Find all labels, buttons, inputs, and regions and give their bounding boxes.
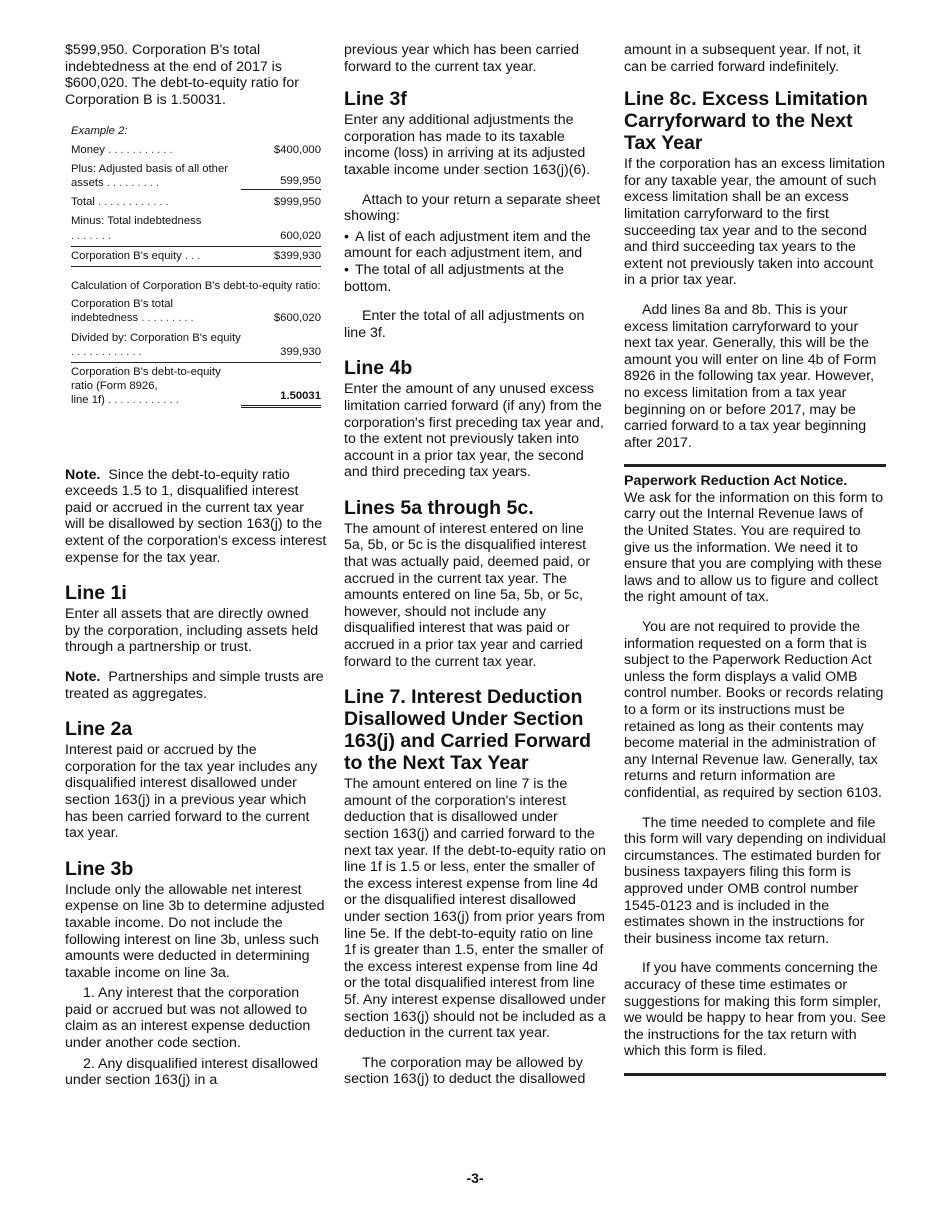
table-value: 600,020 [280, 229, 321, 242]
line-2a-text: Interest paid or accrued by the corporation for the tax year includes any disqualified interest disallowed under section 163(j) in a previous year which has been carried forward to the current tax year. [65, 742, 318, 842]
table-value: 599,950 [241, 174, 321, 190]
heading-line-8c: Line 8c. Excess Limitation Carryforward to the Next Tax Year [624, 88, 868, 155]
col3-continuation: amount in a subsequent year. If not, it can be carried forward indefinitely. [624, 42, 861, 75]
table-value: 399,930 [280, 345, 321, 358]
table-row: Minus: Total indebtedness ....... 600,020 [71, 212, 321, 246]
calc-intro: Calculation of Corporation B's debt-to-equity ratio: [71, 280, 321, 292]
note-partnerships: Note. Partnerships and simple trusts are treated as aggregates. [65, 668, 324, 702]
column-1 [65, 42, 327, 1102]
table-row: Corporation B's equity ... $399,930 [71, 247, 321, 267]
paperwork-reduction-notice [624, 464, 886, 1060]
table-value: $400,000 [273, 143, 321, 156]
heading-line-3b: Line 3b [65, 857, 134, 880]
final-ratio-value: 1.50031 [241, 389, 321, 407]
pra-text-4: If you have comments concerning the accuracy of these time estimates or suggestions for making this form simpler, we would be happy to hear from you. See the instructions for the tax return with which this form is filed. [624, 960, 886, 1060]
line-3f-text: Enter any additional adjustments the corporation has made to its taxable income (loss) in arriving at its adjusted taxable income under section 163(j)(6). [344, 112, 591, 178]
example-2-table [71, 124, 321, 410]
page-number: -3- [466, 1170, 484, 1186]
heading-line-2a: Line 2a [65, 718, 133, 741]
line-8c-text-2: Add lines 8a and 8b. This is your excess limitation carryforward to your next tax year. Generally, this will be the amount you will enter on line 4b of Form 8926 in the following tax year. However, no excess limitation from a tax year beginning on or before 2017, may be carried forward to a tax year beginning after 2017. [624, 301, 877, 451]
col2-continuation: previous year which has been carried forward to the current tax year. [344, 42, 580, 75]
line-4b-text: Enter the amount of any unused excess limitation carried forward (if any) from the corporation's first preceding tax year and, to the extent not previously taken into account in a prior tax year, the second and third preceding tax years. [344, 381, 604, 481]
heading-line-4b: Line 4b [344, 357, 413, 380]
line-3b-item-1: 1. Any interest that the corporation paid or accrued but was not allowed to claim as an interest expense deduction under another code section. [65, 985, 311, 1052]
pra-text: We ask for the information on this form to carry out the Internal Revenue laws of the United States. You are required to give us the information. We need it to ensure that you are complying with these laws and to allow us to figure and collect the right amount of tax. [624, 489, 884, 606]
col1-intro: $599,950. Corporation B's total indebtedness at the end of 2017 is $600,020. The debt-to-equity ratio for Corporation B is 1.50031. [65, 42, 299, 108]
table-row: Total ............ $999,950 [71, 196, 321, 209]
pra-text-2: You are not required to provide the information requested on a form that is subject to the Paperwork Reduction Act unless the form displays a valid OMB control number. Books or records relating to a form or its instructions must be retained as long as their contents may become material in the administration of any Internal Revenue law. Generally, tax returns and return information are confidential, as required by section 6103. [624, 619, 884, 801]
adjustment-list [344, 229, 606, 295]
table-row: Corporation B's total indebtedness ......... $600,020 [71, 298, 321, 325]
example-title: Example 2: [71, 125, 128, 138]
table-row: Corporation B's debt-to-equity ratio (Form 8926, line 1f) ............ 1.50031 [71, 366, 321, 407]
line-5-text: The amount of interest entered on line 5a, 5b, or 5c is the disqualified interest that was actually paid, deemed paid, or accrued in the current tax year. The amounts entered on line 5a, 5b, or 5c, however, should not include any disqualified interest that was paid or accrued in a prior tax year and carried forward to the current tax year. [344, 520, 591, 670]
pra-heading: Paperwork Reduction Act Notice. [624, 473, 848, 490]
line-7-text-2: The corporation may be allowed by section 163(j) to deduct the disallowed [344, 1054, 586, 1088]
enter-total-text: Enter the total of all adjustments on line 3f. [344, 308, 585, 341]
table-row: Plus: Adjusted basis of all other assets ......... 599,950 [71, 162, 321, 189]
table-row: Divided by: Corporation B's equity ............ 399,930 [71, 329, 321, 363]
table-value: $600,020 [273, 312, 321, 325]
heading-line-3f: Line 3f [344, 88, 407, 111]
table-value: $999,950 [273, 196, 321, 209]
line-8c-text: If the corporation has an excess limitation for any taxable year, the amount of such excess limitation shall be an excess limitation carryforward to the first succeeding tax year and to the second and third succeeding tax years to the extent not previously taken into account in a prior tax year. [624, 156, 886, 289]
table-value: $399,930 [273, 249, 321, 262]
attach-text: Attach to your return a separate sheet showing: [344, 191, 601, 225]
heading-lines-5a-5c: Lines 5a through 5c. [344, 496, 534, 519]
heading-line-1i: Line 1i [65, 582, 127, 605]
line-3b-text: Include only the allowable net interest expense on line 3b to determine adjusted taxable income. Do not include the following interest on line 3b, unless such amounts were deducted in determining taxable income on line 3a. [65, 881, 325, 981]
line-3b-item-2: 2. Any disqualified interest disallowed under section 163(j) in a [65, 1055, 319, 1089]
line-7-text: The amount entered on line 7 is the amount of the corporation's interest deduction that is disallowed under section 163(j) and carried forward to the next tax year. If the debt-to-equity ratio on line 1f is 1.5 or less, enter the smaller of the excess interest expense from line 4d or the disqualified interest disallowed under section 163(j) from prior years from line 5e. If the debt-to-equity ratio on line 1f is greater than 1.5, enter the smaller of the excess interest expense from line 4d or the total disqualified interest from line 5f. Any interest expense disallowed under section 163(j) should not be included as a deduction in the current tax year. [344, 776, 606, 1042]
heading-line-7: Line 7. Interest Deduction Disallowed Under Section 163(j) and Carried Forward to the Next Tax Year [344, 686, 592, 775]
column-2 [344, 42, 606, 1101]
list-item: • The total of all adjustments at the bottom. [344, 262, 606, 295]
end-rule [624, 1073, 886, 1076]
pra-text-3: The time needed to complete and file this form will vary depending on individual circumstances. The estimated burden for business taxpayers filing this form is approved under OMB control number 1545-0123 and is included in the estimates shown in the instructions for their business income tax return. [624, 814, 886, 947]
table-row: Money ........... $400,000 [71, 143, 321, 156]
list-item: • A list of each adjustment item and the amount for each adjustment item, and [344, 229, 606, 262]
note-debt-ratio: Note. Since the debt-to-equity ratio exceeds 1.5 to 1, disqualified interest paid or accrued in the current tax year will be disallowed by section 163(j) to the extent of the corporation's excess interest expense for the tax year. [65, 466, 327, 566]
line-1i-text: Enter all assets that are directly owned by the corporation, including assets held through a partnership or trust. [65, 606, 319, 656]
column-3 [624, 42, 886, 1076]
